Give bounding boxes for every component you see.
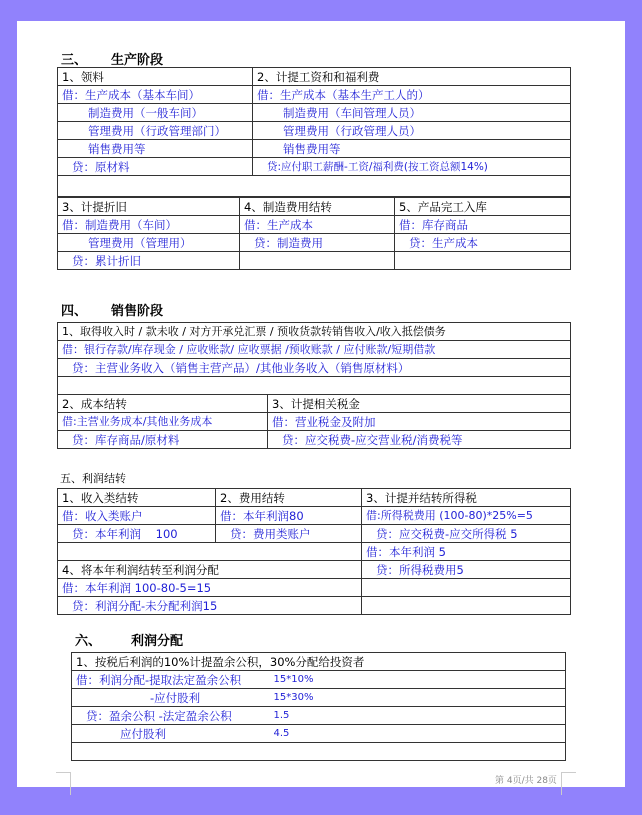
entry-header: 2、费用结转	[216, 489, 362, 507]
debit-line: 借:所得税费用 (100-80)*25%=5	[362, 507, 571, 525]
entry-header: 3、计提并结转所得税	[362, 489, 571, 507]
corner-mark-right	[561, 772, 576, 795]
entry-header: 3、计提相关税金	[268, 395, 571, 413]
empty-cell	[58, 543, 362, 561]
debit-line: 销售费用等	[58, 140, 253, 158]
production-table	[57, 67, 571, 197]
debit-line: 借：收入类账户	[58, 507, 216, 525]
page-number: 第 4页/共 28页	[495, 776, 557, 786]
amount: 15*10%	[270, 671, 566, 689]
empty-cell	[362, 579, 571, 597]
debit-line: 制造费用（一般车间）	[58, 104, 253, 122]
entry-header: 1、按税后利润的10%计提盈余公积，30%分配给投资者	[72, 653, 566, 671]
credit-line: 贷：生产成本	[395, 234, 571, 252]
section-number: 六、	[75, 634, 102, 649]
entry-header: 5、产品完工入库	[395, 198, 571, 216]
section-title: 生产阶段	[111, 53, 164, 68]
credit-line: 贷：本年利润 100	[58, 525, 216, 543]
section-5-heading: 五、利润结转	[60, 472, 126, 485]
debit-line: 借：银行存款/库存现金 / 应收账款/ 应收票据 /预收账款 / 应付账款/短期借款	[58, 341, 571, 359]
production-table-2	[57, 197, 571, 270]
credit-line: 贷：费用类账户	[216, 525, 362, 543]
section-title: 销售阶段	[111, 304, 164, 319]
empty-cell	[362, 597, 571, 615]
debit-line: 借：营业税金及附加	[268, 413, 571, 431]
section-title: 利润分配	[131, 634, 184, 649]
entry-header: 1、取得收入时 / 款未收 / 对方开承兑汇票 / 预收货款转销售收入/收入抵偿债务	[58, 323, 571, 341]
credit-line: 贷：应交税费-应交营业税/消费税等	[268, 431, 571, 449]
profit-transfer-table	[57, 488, 571, 615]
entry-header: 1、收入类结转	[58, 489, 216, 507]
debit-line: 借：制造费用（车间）	[58, 216, 240, 234]
debit-line: 借：本年利润 100-80-5=15	[58, 579, 362, 597]
sales-table	[57, 322, 571, 449]
entry-header: 3、计提折旧	[58, 198, 240, 216]
debit-line: 借：本年利润 5	[362, 543, 571, 561]
credit-line: 贷：原材料	[58, 158, 253, 176]
debit-line: 借:主营业务成本/其他业务成本	[58, 413, 268, 431]
amount: 1.5	[270, 707, 566, 725]
amount: 4.5	[270, 725, 566, 743]
debit-line: 借：生产成本（基本生产工人的）	[253, 86, 571, 104]
section-number: 三、	[61, 53, 88, 68]
credit-line: 贷：累计折旧	[58, 252, 240, 270]
debit-line: -应付股利	[72, 689, 270, 707]
section-number: 四、	[61, 304, 88, 319]
empty-cell	[240, 252, 395, 270]
credit-line: 应付股利	[72, 725, 270, 743]
section-6-heading	[75, 634, 183, 650]
entry-header: 4、制造费用结转	[240, 198, 395, 216]
credit-line: 贷：盈余公积 -法定盈余公积	[72, 707, 270, 725]
debit-line: 借：本年利润80	[216, 507, 362, 525]
debit-line: 管理费用（行政管理人员）	[253, 122, 571, 140]
credit-line: 贷:应付职工薪酬-工资/福利费(按工资总额14%)	[253, 158, 571, 176]
credit-line: 贷：所得税费用5	[362, 561, 571, 579]
debit-line: 借：生产成本	[240, 216, 395, 234]
debit-line: 借：库存商品	[395, 216, 571, 234]
corner-mark-left	[56, 772, 71, 795]
debit-line: 借：生产成本（基本车间）	[58, 86, 253, 104]
debit-line: 管理费用（行政管理部门）	[58, 122, 253, 140]
profit-distribution-table	[71, 652, 566, 761]
debit-line: 销售费用等	[253, 140, 571, 158]
debit-line: 制造费用（车间管理人员）	[253, 104, 571, 122]
amount: 15*30%	[270, 689, 566, 707]
empty-row	[58, 176, 571, 197]
empty-row	[72, 743, 566, 761]
document-page	[17, 21, 625, 787]
entry-header: 1、领料	[58, 68, 253, 86]
credit-line: 贷：制造费用	[240, 234, 395, 252]
empty-cell	[395, 252, 571, 270]
entry-header: 2、成本结转	[58, 395, 268, 413]
entry-header: 4、将本年利润结转至利润分配	[58, 561, 362, 579]
credit-line: 贷：主营业务收入（销售主营产品）/其他业务收入（销售原材料）	[58, 359, 571, 377]
entry-header: 2、计提工资和和福利费	[253, 68, 571, 86]
debit-line: 借：利润分配-提取法定盈余公积	[72, 671, 270, 689]
debit-line: 管理费用（管理用）	[58, 234, 240, 252]
section-4-heading	[61, 304, 163, 320]
credit-line: 贷：利润分配-未分配利润15	[58, 597, 362, 615]
empty-row	[58, 377, 571, 395]
credit-line: 贷：应交税费-应交所得税 5	[362, 525, 571, 543]
credit-line: 贷：库存商品/原材料	[58, 431, 268, 449]
